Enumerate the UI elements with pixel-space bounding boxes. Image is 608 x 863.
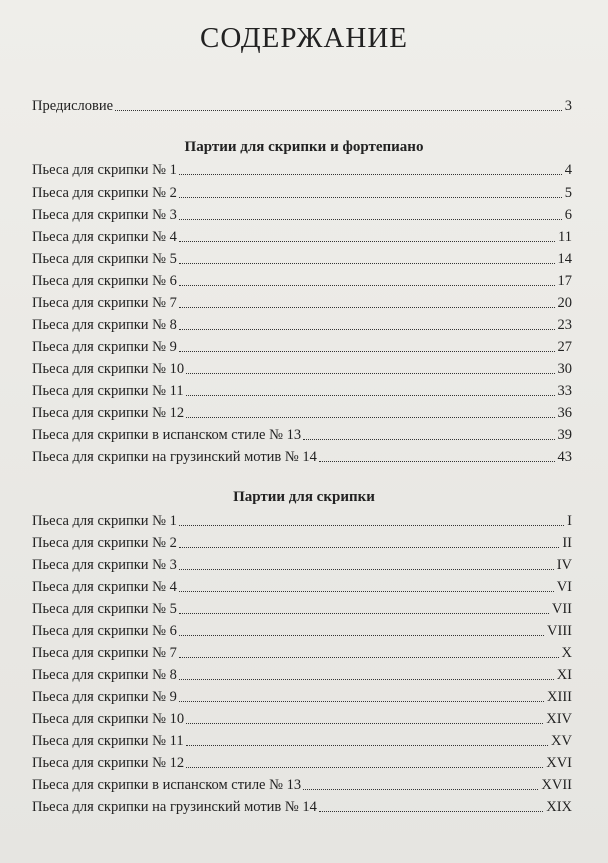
toc-entry-page: 36: [557, 405, 572, 421]
toc-entry-label: Пьеса для скрипки № 8: [32, 667, 177, 683]
toc-entry-page: XIX: [546, 799, 572, 815]
toc-entry-page: II: [562, 535, 572, 551]
toc-entry[interactable]: [32, 249, 572, 269]
toc-entry-label: Пьеса для скрипки № 5: [32, 251, 177, 267]
dot-leader: [179, 237, 555, 242]
dot-leader: [179, 215, 562, 220]
toc-entry[interactable]: [32, 447, 572, 467]
toc-entry-page: VII: [551, 601, 572, 617]
toc-entry-label: Пьеса для скрипки № 3: [32, 207, 177, 223]
toc-entry-label: Пьеса для скрипки № 5: [32, 601, 177, 617]
toc-entry-label: Пьеса для скрипки № 9: [32, 689, 177, 705]
toc-entry[interactable]: [32, 381, 572, 401]
toc-entry-page: 5: [564, 185, 572, 201]
toc-entry-label: Пьеса для скрипки на грузинский мотив № 14: [32, 799, 317, 815]
toc-entry-label: Пьеса для скрипки № 3: [32, 557, 177, 573]
toc-entry-label: Пьеса для скрипки № 11: [32, 733, 184, 749]
dot-leader: [179, 303, 555, 308]
toc-entry-page: 4: [564, 162, 572, 178]
toc-entry-label: Пьеса для скрипки № 1: [32, 513, 177, 529]
toc-entry-page: 20: [557, 295, 572, 311]
dot-leader: [179, 281, 555, 286]
toc-entry[interactable]: [32, 665, 572, 685]
toc-entry-label: Пьеса для скрипки № 7: [32, 295, 177, 311]
toc-entry[interactable]: [32, 315, 572, 335]
toc-entry-label: Пьеса для скрипки № 2: [32, 185, 177, 201]
dot-leader: [186, 369, 554, 374]
toc-entry-page: 39: [557, 427, 572, 443]
toc-entry-page: XV: [551, 733, 572, 749]
toc-entry[interactable]: [32, 205, 572, 225]
toc-entry-page: 11: [558, 229, 572, 245]
toc-entry-page: XVII: [541, 777, 572, 793]
dot-leader: [319, 457, 555, 462]
toc-entry-page: 3: [564, 98, 572, 114]
toc-entry[interactable]: [32, 643, 572, 663]
dot-leader: [179, 347, 555, 352]
dot-leader: [115, 106, 562, 111]
dot-leader: [179, 675, 554, 680]
toc-entry-page: I: [567, 513, 572, 529]
dot-leader: [179, 193, 562, 198]
dot-leader: [179, 521, 564, 526]
dot-leader: [186, 413, 554, 418]
section-heading-violin: Партии для скрипки: [233, 489, 375, 505]
dot-leader: [186, 391, 555, 396]
toc-entry[interactable]: [32, 160, 572, 180]
toc-entry-label: Пьеса для скрипки № 6: [32, 273, 177, 289]
toc-entry-page: 17: [557, 273, 572, 289]
toc-entry-label: Пьеса для скрипки в испанском стиле № 13: [32, 777, 302, 793]
toc-entry-page: 30: [557, 361, 572, 377]
toc-entry[interactable]: [32, 709, 572, 729]
dot-leader: [179, 631, 544, 636]
dot-leader: [303, 435, 554, 440]
dot-leader: [179, 697, 544, 702]
toc-entry[interactable]: [32, 293, 572, 313]
toc-entry-label: Пьеса для скрипки № 6: [32, 623, 177, 639]
toc-entry-label: Пьеса для скрипки № 4: [32, 229, 177, 245]
toc-entry-label: Пьеса для скрипки на грузинский мотив № 14: [32, 449, 317, 465]
toc-entry[interactable]: [32, 555, 572, 575]
toc-entry-page: 6: [564, 207, 572, 223]
toc-entry-label: Пьеса для скрипки № 11: [32, 383, 184, 399]
toc-entry[interactable]: [32, 775, 572, 795]
dot-leader: [186, 719, 543, 724]
toc-entry-label: Пьеса для скрипки № 9: [32, 339, 177, 355]
toc-entry-preface[interactable]: [32, 96, 572, 116]
dot-leader: [179, 565, 554, 570]
dot-leader: [186, 741, 548, 746]
toc-entry[interactable]: [32, 359, 572, 379]
dot-leader: [319, 807, 543, 812]
toc-entry-page: XIII: [547, 689, 572, 705]
toc-entry[interactable]: [32, 403, 572, 423]
dot-leader: [179, 259, 555, 264]
toc-entry[interactable]: [32, 797, 572, 817]
dot-leader: [179, 609, 549, 614]
toc-entry-page: VIII: [547, 623, 572, 639]
toc-entry[interactable]: [32, 511, 572, 531]
toc-entry[interactable]: [32, 533, 572, 553]
toc-entry-page: VI: [556, 579, 572, 595]
toc-entry-page: XVI: [546, 755, 572, 771]
toc-entry-label: Пьеса для скрипки № 8: [32, 317, 177, 333]
toc-entry[interactable]: [32, 731, 572, 751]
toc-entry[interactable]: [32, 425, 572, 445]
toc-entry-label: Пьеса для скрипки № 10: [32, 361, 185, 377]
toc-entry-page: 14: [557, 251, 572, 267]
toc-entry-label: Пьеса для скрипки № 7: [32, 645, 177, 661]
toc-entry-page: 43: [557, 449, 572, 465]
toc-entry[interactable]: [32, 577, 572, 597]
dot-leader: [179, 543, 559, 548]
toc-entry-page: X: [561, 645, 572, 661]
toc-entry[interactable]: [32, 599, 572, 619]
toc-entry[interactable]: [32, 621, 572, 641]
toc-entry[interactable]: [32, 753, 572, 773]
section-heading-violin-piano: Партии для скрипки и фортепиано: [184, 139, 424, 155]
toc-entry[interactable]: [32, 687, 572, 707]
toc-entry[interactable]: [32, 271, 572, 291]
toc-entry-page: IV: [556, 557, 572, 573]
toc-entry-page: 33: [557, 383, 572, 399]
toc-entry-page: 27: [557, 339, 572, 355]
toc-entry-label: Пьеса для скрипки в испанском стиле № 13: [32, 427, 302, 443]
toc-entry[interactable]: [32, 183, 572, 203]
dot-leader: [179, 170, 562, 175]
toc-entry-label: Пьеса для скрипки № 10: [32, 711, 185, 727]
toc-entry-page: 23: [557, 317, 572, 333]
toc-entry-page: XI: [556, 667, 572, 683]
toc-entry-label: Пьеса для скрипки № 12: [32, 755, 185, 771]
toc-entry-label: Пьеса для скрипки № 2: [32, 535, 177, 551]
dot-leader: [303, 785, 538, 790]
dot-leader: [179, 653, 559, 658]
toc-entry-label: Пьеса для скрипки № 4: [32, 579, 177, 595]
page-title: СОДЕРЖАНИЕ: [200, 22, 408, 54]
toc-entry-label: Предисловие: [32, 98, 114, 114]
toc-entry-page: XIV: [546, 711, 572, 727]
dot-leader: [179, 325, 555, 330]
toc-entry[interactable]: [32, 227, 572, 247]
dot-leader: [186, 763, 543, 768]
toc-entry-label: Пьеса для скрипки № 12: [32, 405, 185, 421]
toc-entry[interactable]: [32, 337, 572, 357]
dot-leader: [179, 587, 554, 592]
toc-entry-label: Пьеса для скрипки № 1: [32, 162, 177, 178]
